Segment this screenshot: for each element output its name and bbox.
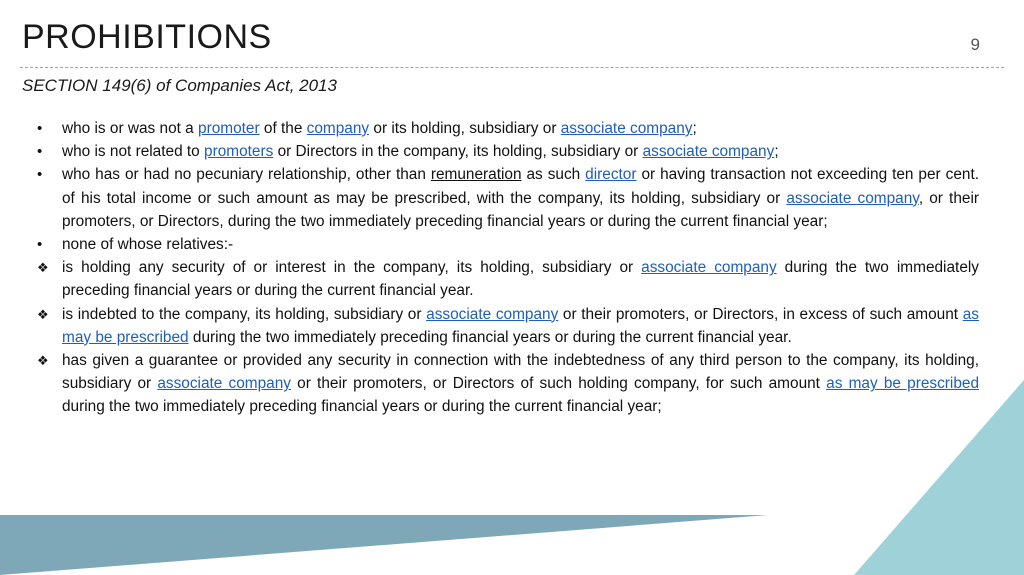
list-item-text xyxy=(62,352,979,415)
text-segment: or its holding, subsidiary or xyxy=(369,120,561,137)
bullet-dot-icon: • xyxy=(37,120,43,137)
underlined-term: remuneration xyxy=(430,166,522,184)
text-segment: who is or was not a xyxy=(62,120,199,137)
diamond-bullet-icon: ❖ xyxy=(37,306,49,322)
text-segment: has given a guarantee or provided any security in connection with the indebtedness of any third person to the company, its holding, subsidiary or xyxy=(62,352,979,393)
text-segment: is holding any security of or interest in the company, its holding, subsidiary or xyxy=(62,259,642,277)
text-segment: or their promoters, or Directors of such holding company, for such amount xyxy=(291,375,827,393)
glossary-link[interactable]: promoters xyxy=(204,143,274,161)
text-segment: is indebted to the company, its holding, subsidiary or xyxy=(62,305,427,323)
glossary-link[interactable]: as may be prescribed xyxy=(62,305,979,346)
bullet-dot-icon: • xyxy=(37,236,43,254)
text-segment: none of whose relatives:- xyxy=(62,236,234,254)
bullet-dot-icon: • xyxy=(37,166,43,184)
glossary-link[interactable]: associate company xyxy=(641,259,777,277)
glossary-link[interactable]: director xyxy=(585,166,637,184)
glossary-link[interactable]: associate company xyxy=(642,143,775,161)
glossary-link[interactable]: associate company xyxy=(560,120,693,137)
list-item xyxy=(37,233,979,256)
list-item-text xyxy=(62,236,233,253)
text-segment: during the two immediately preceding financial years or during the current financial year. xyxy=(188,328,792,346)
glossary-link[interactable]: as may be prescribed xyxy=(826,375,980,393)
diamond-bullet-icon: ❖ xyxy=(37,353,49,369)
text-segment: , or their promoters, or Directors, during the two immediately preceding financial years or during the current financial year; xyxy=(62,189,979,230)
page-number: 9 xyxy=(970,35,980,54)
text-segment: or their promoters, or Directors, in excess of such amount xyxy=(558,305,963,323)
list-item-text xyxy=(62,120,697,137)
text-segment: as such xyxy=(521,166,586,184)
list-item xyxy=(37,140,979,163)
glossary-link[interactable]: promoter xyxy=(198,120,260,137)
list-item-text xyxy=(62,143,779,160)
list-item xyxy=(37,256,979,302)
prohibitions-list xyxy=(37,117,979,419)
glossary-link[interactable]: associate company xyxy=(426,305,559,323)
list-item xyxy=(37,163,979,233)
glossary-link[interactable]: company xyxy=(306,120,370,137)
text-segment: or Directors in the company, its holding, subsidiary or xyxy=(273,143,643,161)
list-item-text xyxy=(62,259,979,299)
text-segment: who is not related to xyxy=(62,143,205,161)
list-item xyxy=(37,117,979,140)
header-divider xyxy=(20,67,1004,68)
text-segment: ; xyxy=(774,143,779,161)
list-item xyxy=(37,303,979,349)
text-segment: during the two immediately preceding financial years or during the current financial year; xyxy=(62,398,662,416)
page-title: PROHIBITIONS xyxy=(22,18,272,56)
text-segment: of the xyxy=(259,120,307,137)
bullet-dot-icon: • xyxy=(37,143,43,161)
glossary-link[interactable]: associate company xyxy=(157,375,291,393)
list-item-text xyxy=(62,166,979,229)
text-segment: who has or had no pecuniary relationship, other than xyxy=(62,166,431,184)
glossary-link[interactable]: associate company xyxy=(786,189,919,207)
list-item-text xyxy=(62,306,979,346)
text-segment: ; xyxy=(692,120,697,137)
diamond-bullet-icon: ❖ xyxy=(37,260,49,276)
section-subtitle: SECTION 149(6) of Companies Act, 2013 xyxy=(22,76,337,95)
text-segment: during the two immediately preceding financial years or during the current financial year. xyxy=(62,259,979,300)
list-item xyxy=(37,349,979,419)
text-segment: or having transaction not exceeding ten per cent. of his total income or such amount as may be prescribed, with the company, its holding, subsidiary or xyxy=(62,166,979,207)
